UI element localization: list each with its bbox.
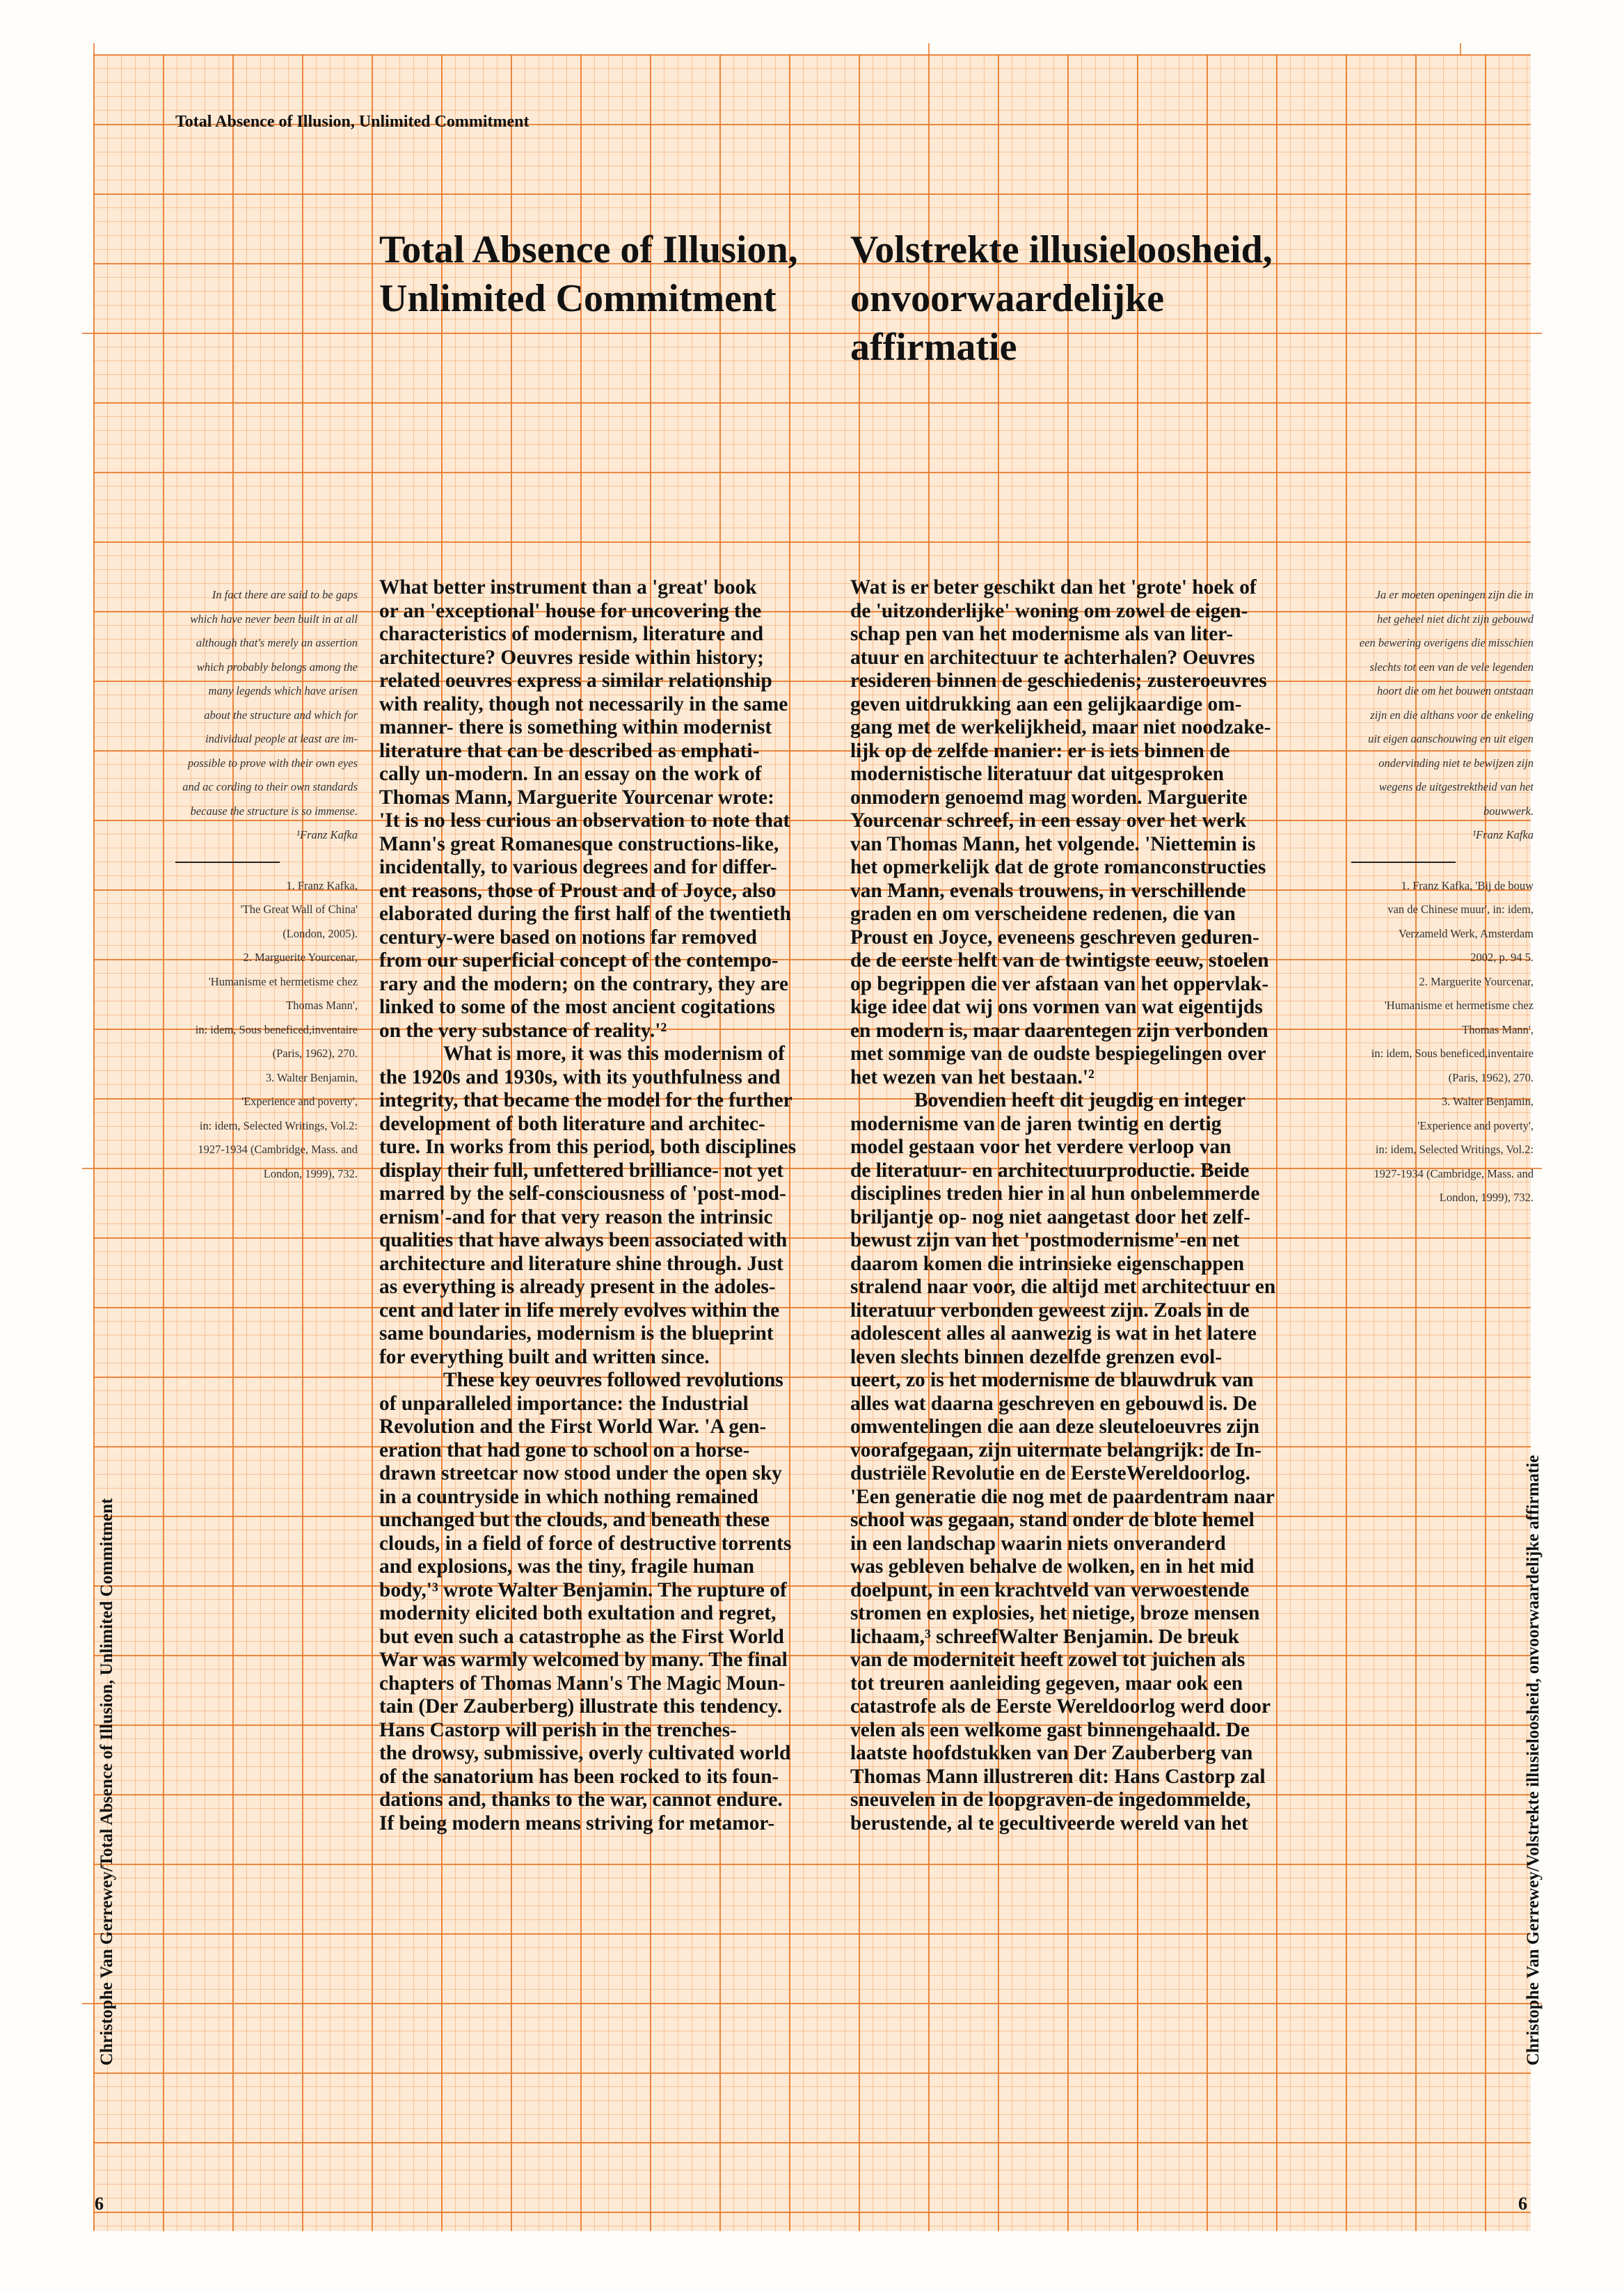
epigraph-line: which probably belongs among the bbox=[196, 660, 358, 674]
body-line: architecture and literature shine through. Just bbox=[379, 1252, 783, 1275]
body-line: ernism'-and for that very reason the intrinsic bbox=[379, 1205, 773, 1228]
footnote-line: 'The Great Wall of China' bbox=[240, 903, 358, 916]
body-line: dustriële Revolutie en de EersteWereldoorlog. bbox=[850, 1462, 1250, 1484]
body-line: de literatuur- en architectuurproductie. Beide bbox=[850, 1159, 1250, 1182]
footnote-line: 2. Marguerite Yourcenar, bbox=[1419, 974, 1534, 988]
side-running-title-right: Christophe Van Gerrewey/Volstrekte illusieloosheid, onvoorwaardelijke affirmatie bbox=[1524, 1454, 1543, 2066]
footnote-line: 'Humanisme et hermetisme chez bbox=[1384, 999, 1534, 1012]
body-line: Thomas Mann, Marguerite Yourcenar wrote: bbox=[379, 786, 774, 809]
body-line: with reality, though not necessarily in the same bbox=[379, 692, 788, 715]
body-line: het wezen van het bestaan.'² bbox=[850, 1065, 1094, 1088]
body-line: in a countryside in which nothing remained bbox=[379, 1485, 758, 1508]
epigraph-line: Ja er moeten openingen zijn die in bbox=[1375, 588, 1534, 601]
body-line: school was gegaan, stand onder de blote hemel bbox=[850, 1509, 1255, 1531]
epigraph-line: and ac cording to their own standards bbox=[182, 780, 358, 793]
body-line: What is more, it was this modernism of bbox=[443, 1043, 785, 1065]
body-line: modernisme van de jaren twintig en dertig bbox=[850, 1112, 1222, 1135]
body-line: 'Een generatie die nog met de paardentram naar bbox=[850, 1485, 1275, 1508]
edge-tick bbox=[82, 1168, 93, 1169]
footnote-line: 1. Franz Kafka, bbox=[286, 878, 358, 892]
footnote-line: Thomas Mann', bbox=[286, 999, 358, 1012]
edge-tick bbox=[1460, 43, 1461, 54]
epigraph-line: zijn en die althans voor de enkeling bbox=[1370, 708, 1534, 722]
footnote-line: 1927-1934 (Cambridge, Mass. and bbox=[1374, 1166, 1534, 1180]
body-line: van Thomas Mann, het volgende. 'Niettemin is bbox=[850, 832, 1256, 855]
body-line: qualities that have always been associated with bbox=[379, 1229, 788, 1251]
side-running-title-left: Christophe Van Gerrewey/Total Absence of Illusion, Unlimited Commitment bbox=[97, 1498, 116, 2066]
footnote-line: 'Experience and poverty', bbox=[1417, 1118, 1534, 1132]
body-line: Revolution and the First World War. 'A gen- bbox=[379, 1416, 767, 1438]
epigraph-line: wegens de uitgestrektheid van het bbox=[1378, 780, 1534, 793]
body-line: ueert, zo is het modernisme de blauwdruk van bbox=[850, 1369, 1254, 1391]
body-line: was gebleven behalve de wolken, en in het mid bbox=[850, 1555, 1255, 1578]
footnote-line: London, 1999), 732. bbox=[1439, 1191, 1534, 1204]
epigraph-line: In fact there are said to be gaps bbox=[212, 588, 358, 601]
body-line: for everything built and written since. bbox=[379, 1345, 710, 1368]
body-line: catastrofe als de Eerste Wereldoorlog werd door bbox=[850, 1695, 1271, 1718]
footnote-rule bbox=[1351, 862, 1456, 863]
body-line: omwentelingen die aan deze sleuteloeuvres zijn bbox=[850, 1416, 1260, 1438]
body-line: eration that had gone to school on a horse- bbox=[379, 1438, 750, 1461]
body-line: linked to some of the most ancient cogitations bbox=[379, 996, 775, 1018]
page-number-right: 6 bbox=[1518, 2194, 1527, 2214]
edge-tick bbox=[93, 43, 95, 54]
body-line: 'It is no less curious an observation to note that bbox=[379, 809, 790, 832]
body-line: de de eerste helft van de twintigste eeuw, stoelen bbox=[850, 949, 1269, 972]
title-line: Volstrekte illusieloosheid, bbox=[850, 228, 1273, 271]
body-line: lichaam,³ schreefWalter Benjamin. De breuk bbox=[850, 1625, 1240, 1648]
body-line: manner- there is something within modernist bbox=[379, 716, 772, 738]
footnote-line: in: idem, Sous beneficed,inventaire bbox=[195, 1022, 358, 1036]
body-line: modernity elicited both exultation and regret, bbox=[379, 1602, 777, 1624]
body-line: of the sanatorium has been rocked to its foun- bbox=[379, 1765, 779, 1788]
body-line: tot treuren aanleiding gegeven, maar ook een bbox=[850, 1672, 1243, 1695]
body-line: stromen en explosies, het nietige, broze mensen bbox=[850, 1602, 1260, 1624]
body-line: van de moderniteit heeft zowel tot juichen als bbox=[850, 1649, 1245, 1671]
body-line: rary and the modern; on the contrary, they are bbox=[379, 972, 788, 995]
footnote-line: 3. Walter Benjamin, bbox=[265, 1070, 358, 1084]
footnote-line: in: idem, Sous beneficed,inventaire bbox=[1371, 1047, 1534, 1060]
footnote-line: 1927-1934 (Cambridge, Mass. and bbox=[198, 1143, 358, 1156]
body-line: War was warmly welcomed by many. The final bbox=[379, 1649, 788, 1671]
body-line: disciplines treden hier in al hun onbelemmerde bbox=[850, 1182, 1260, 1205]
body-line: Wat is er beter geschikt dan het 'grote' hoek of bbox=[850, 576, 1257, 598]
body-line: briljantje op- nog niet aangetast door het zelf- bbox=[850, 1205, 1250, 1228]
body-line: velen als een welkome gast binnengehaald. De bbox=[850, 1718, 1250, 1741]
epigraph-line: ondervinding niet te bewijzen zijn bbox=[1378, 756, 1534, 770]
body-line: onmodern genoemd mag worden. Marguerite bbox=[850, 786, 1248, 809]
title-line: affirmatie bbox=[850, 326, 1017, 369]
body-line: Proust en Joyce, eveneens geschreven geduren- bbox=[850, 926, 1259, 949]
footnote-line: Thomas Mann', bbox=[1462, 1022, 1534, 1036]
epigraph-line: although that's merely an assertion bbox=[196, 636, 358, 649]
body-line: same boundaries, modernism is the blueprint bbox=[379, 1322, 774, 1345]
epigraph-line: ¹Franz Kafka bbox=[296, 828, 358, 841]
body-line: clouds, in a field of force of destructive torrents bbox=[379, 1532, 792, 1555]
body-text-dutch bbox=[850, 576, 1275, 1835]
footnote-line: 'Humanisme et hermetisme chez bbox=[208, 974, 358, 988]
body-line: adolescent alles al aanwezig is wat in het latere bbox=[850, 1322, 1257, 1345]
body-line: het opmerkelijk dat de grote romanconstructies bbox=[850, 856, 1266, 878]
edge-tick bbox=[82, 333, 93, 334]
body-line: doelpunt, in een krachtveld van verwoestende bbox=[850, 1578, 1250, 1601]
footnote-line: London, 1999), 732. bbox=[263, 1166, 358, 1180]
body-line: marred by the self-consciousness of 'post-mod- bbox=[379, 1182, 786, 1205]
body-line: incidentally, to various degrees and for differ- bbox=[379, 856, 777, 878]
body-line: the drowsy, submissive, overly cultivated world bbox=[379, 1742, 791, 1764]
footnote-line: (Paris, 1962), 270. bbox=[1448, 1070, 1534, 1084]
epigraph-line: possible to prove with their own eyes bbox=[187, 756, 358, 770]
body-line: atuur en architectuur te achterhalen? Oeuvres bbox=[850, 646, 1255, 669]
body-line: stralend naar voor, die altijd met architectuur en bbox=[850, 1276, 1276, 1298]
epigraph-line: because the structure is so immense. bbox=[190, 804, 358, 818]
body-line: the 1920s and 1930s, with its youthfulness and bbox=[379, 1065, 781, 1088]
body-line: integrity, that became the model for the further bbox=[379, 1089, 793, 1111]
body-line: berustende, al te gecultiveerde wereld van het bbox=[850, 1812, 1248, 1834]
body-line: literature that can be described as emphati- bbox=[379, 739, 760, 762]
body-line: Thomas Mann illustreren dit: Hans Castorp zal bbox=[850, 1765, 1266, 1788]
body-line: Bovendien heeft dit jeugdig en integer bbox=[914, 1089, 1245, 1111]
body-line: development of both literature and architec- bbox=[379, 1112, 765, 1135]
epigraph-line: ¹Franz Kafka bbox=[1472, 828, 1534, 841]
body-line: met sommige van de oudste bespiegelingen over bbox=[850, 1043, 1266, 1065]
body-line: model gestaan voor het verdere verloop van bbox=[850, 1136, 1232, 1158]
body-line: schap pen van het modernisme als van liter- bbox=[850, 623, 1233, 645]
body-line: graden en om verscheidene redenen, die van bbox=[850, 903, 1236, 925]
body-line: dations and, thanks to the war, cannot endure. bbox=[379, 1789, 783, 1811]
title-line: Total Absence of Illusion, bbox=[379, 228, 798, 271]
title-dutch bbox=[850, 225, 1273, 372]
body-line: on the very substance of reality.'² bbox=[379, 1019, 667, 1042]
body-line: tain (Der Zauberberg) illustrate this tendency. bbox=[379, 1695, 783, 1718]
body-line: characteristics of modernism, literature and bbox=[379, 623, 764, 645]
body-line: and explosions, was the tiny, fragile human bbox=[379, 1555, 754, 1578]
footnote-line: 2. Marguerite Yourcenar, bbox=[243, 951, 358, 964]
body-line: gang met de werkelijkheid, maar niet noodzake- bbox=[850, 716, 1271, 738]
body-text-english bbox=[379, 576, 796, 1835]
margin-notes-dutch bbox=[1351, 583, 1534, 1210]
footnote-line: in: idem, Selected Writings, Vol.2: bbox=[1375, 1143, 1534, 1156]
footnote-line: 'Experience and poverty', bbox=[241, 1095, 358, 1108]
body-line: What better instrument than a 'great' book bbox=[379, 576, 757, 598]
body-line: or an 'exceptional' house for uncovering the bbox=[379, 599, 762, 622]
body-line: sneuvelen in de loopgraven-de ingedommelde, bbox=[850, 1789, 1251, 1811]
body-line: Hans Castorp will perish in the trenches- bbox=[379, 1718, 737, 1741]
footnote-line: van de Chinese muur', in: idem, bbox=[1387, 903, 1534, 916]
running-header: Total Absence of Illusion, Unlimited Commitment bbox=[175, 113, 530, 131]
body-line: en modern is, maar daarentegen zijn verbonden bbox=[850, 1019, 1268, 1042]
footnote-line: 3. Walter Benjamin, bbox=[1441, 1095, 1534, 1108]
body-line: Yourcenar schreef, in een essay over het werk bbox=[850, 809, 1247, 832]
footnote-line: 1. Franz Kafka, 'Bij de bouw bbox=[1401, 878, 1534, 892]
body-line: alles wat daarna geschreven en gebouwd is. De bbox=[850, 1392, 1257, 1415]
body-line: lijk op de zelfde manier: er is iets binnen de bbox=[850, 739, 1230, 762]
body-line: elaborated during the first half of the twentieth bbox=[379, 903, 791, 925]
body-line: cally un-modern. In an essay on the work of bbox=[379, 763, 762, 785]
footnote-line: (Paris, 1962), 270. bbox=[272, 1047, 358, 1060]
epigraph-line: hoort die om het bouwen ontstaan bbox=[1376, 684, 1534, 697]
body-line: literatuur verbonden geweest zijn. Zoals in de bbox=[850, 1299, 1250, 1322]
body-line: laatste hoofdstukken van Der Zauberberg van bbox=[850, 1742, 1253, 1764]
footnote-rule bbox=[175, 862, 280, 863]
epigraph-line: uit eigen aanschouwing en uit eigen bbox=[1368, 732, 1534, 745]
body-line: as everything is already present in the adoles- bbox=[379, 1276, 776, 1298]
footnote-line: 2002, p. 94 5. bbox=[1470, 951, 1534, 964]
body-line: but even such a catastrophe as the First World bbox=[379, 1625, 784, 1648]
body-line: van Mann, evenals trouwens, in verschillende bbox=[850, 879, 1246, 902]
body-line: ent reasons, those of Proust and of Joyce, also bbox=[379, 879, 777, 902]
footnote-line: (London, 2005). bbox=[282, 926, 358, 940]
body-line: in een landschap waarin niets onveranderd bbox=[850, 1532, 1226, 1555]
edge-tick bbox=[1531, 333, 1542, 334]
body-line: from our superficial concept of the contempo- bbox=[379, 949, 779, 972]
footnote-line: in: idem, Selected Writings, Vol.2: bbox=[199, 1118, 358, 1132]
body-line: ture. In works from this period, both disciplines bbox=[379, 1136, 797, 1158]
body-line: unchanged but the clouds, and beneath these bbox=[379, 1509, 770, 1531]
body-line: daarom komen die intrinsieke eigenschappen bbox=[850, 1252, 1245, 1275]
epigraph-line: which have never been built in at all bbox=[190, 612, 358, 626]
body-line: of unparalleled importance: the Industrial bbox=[379, 1392, 749, 1415]
body-line: leven slechts binnen dezelfde grenzen evol- bbox=[850, 1345, 1223, 1368]
body-line: cent and later in life merely evolves within the bbox=[379, 1299, 780, 1322]
edge-tick bbox=[82, 2003, 93, 2004]
margin-notes-english bbox=[175, 583, 358, 1186]
body-line: century-were based on notions far removed bbox=[379, 926, 757, 949]
body-line: related oeuvres express a similar relationship bbox=[379, 669, 772, 692]
body-line: These key oeuvres followed revolutions bbox=[443, 1369, 783, 1391]
body-line: modernistische literatuur dat uitgesproken bbox=[850, 763, 1224, 785]
title-line: onvoorwaardelijke bbox=[850, 277, 1165, 320]
body-line: geven uitdrukking aan een gelijkaardige om- bbox=[850, 692, 1242, 715]
body-line: bewust zijn van het 'postmodernisme'-en net bbox=[850, 1229, 1240, 1251]
epigraph-line: bouwwerk. bbox=[1483, 804, 1534, 818]
footnote-line: Verzameld Werk, Amsterdam bbox=[1398, 926, 1534, 940]
body-line: resideren binnen de geschiedenis; zusteroeuvres bbox=[850, 669, 1267, 692]
title-english bbox=[379, 225, 798, 323]
body-line: Mann's great Romanesque constructions-like, bbox=[379, 832, 779, 855]
epigraph-line: slechts tot een van de vele legenden bbox=[1369, 660, 1534, 674]
body-line: body,'³ wrote Walter Benjamin. The rupture of bbox=[379, 1578, 787, 1601]
epigraph-line: een bewering overigens die misschien bbox=[1359, 636, 1534, 649]
epigraph-line: many legends which have arisen bbox=[208, 684, 358, 697]
body-line: chapters of Thomas Mann's The Magic Moun- bbox=[379, 1672, 786, 1695]
title-line: Unlimited Commitment bbox=[379, 277, 777, 320]
body-line: If being modern means striving for metamor- bbox=[379, 1812, 775, 1834]
edge-tick bbox=[928, 43, 930, 54]
body-line: op begrippen die ver afstaan van het oppervlak- bbox=[850, 972, 1269, 995]
body-line: voorafgegaan, zijn uitermate belangrijk: de In- bbox=[850, 1438, 1261, 1461]
body-line: architecture? Oeuvres reside within history; bbox=[379, 646, 764, 669]
epigraph-line: about the structure and which for bbox=[204, 708, 358, 722]
body-line: drawn streetcar now stood under the open sky bbox=[379, 1462, 782, 1484]
body-line: de 'uitzonderlijke' woning om zowel de eigen- bbox=[850, 599, 1248, 622]
epigraph-line: het geheel niet dicht zijn gebouwd bbox=[1377, 612, 1534, 626]
epigraph-line: individual people at least are im- bbox=[205, 732, 358, 745]
body-line: display their full, unfettered brilliance- not yet bbox=[379, 1159, 783, 1182]
body-line: kige idee dat wij ons vormen van wat eigentijds bbox=[850, 996, 1263, 1018]
page-number-left: 6 bbox=[95, 2194, 104, 2214]
